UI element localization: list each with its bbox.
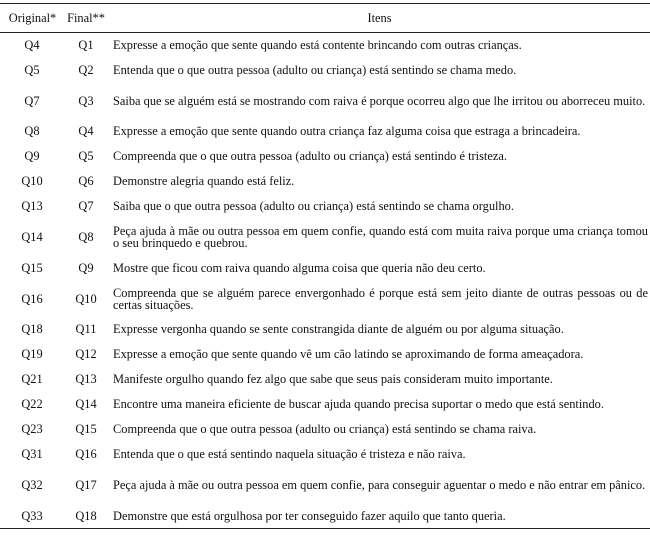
table-row bbox=[0, 342, 650, 367]
item-text: Mostre que ficou com raiva quando alguma coisa que queria não deu certo. bbox=[113, 261, 486, 275]
original-id: Q16 bbox=[21, 291, 43, 306]
original-id: Q5 bbox=[24, 63, 40, 77]
table-row bbox=[0, 442, 650, 467]
final-id: Q7 bbox=[78, 199, 94, 213]
original-id: Q10 bbox=[21, 174, 43, 188]
item-text: Entenda que o que outra pessoa (adulto ou criança) está sentindo se chama medo. bbox=[113, 63, 517, 77]
final-id: Q11 bbox=[75, 322, 97, 336]
final-id: Q10 bbox=[75, 291, 97, 306]
items-table bbox=[0, 3, 650, 529]
original-id: Q23 bbox=[21, 422, 43, 436]
table-row bbox=[0, 256, 650, 281]
header-final: Final** bbox=[63, 4, 109, 33]
final-id: Q9 bbox=[78, 261, 94, 275]
original-id: Q14 bbox=[21, 230, 43, 244]
original-id: Q22 bbox=[21, 397, 43, 411]
original-id: Q21 bbox=[21, 372, 43, 386]
table-row bbox=[0, 194, 650, 219]
header-row bbox=[0, 4, 650, 33]
item-text: Expresse a emoção que sente quando outra criança faz alguma coisa que estraga a brincadeira. bbox=[113, 124, 581, 138]
final-id: Q2 bbox=[78, 63, 94, 77]
table-row bbox=[0, 169, 650, 194]
final-id: Q17 bbox=[75, 478, 97, 492]
original-id: Q7 bbox=[24, 93, 40, 108]
final-id: Q1 bbox=[78, 38, 94, 53]
final-id: Q6 bbox=[78, 174, 94, 188]
table-row bbox=[0, 281, 650, 317]
header-original: Original* bbox=[0, 4, 63, 33]
table-row bbox=[0, 144, 650, 169]
item-text: Peça ajuda à mãe ou outra pessoa em quem confie, para conseguir aguentar o medo e não entrar em pânico. bbox=[113, 478, 646, 492]
table-row bbox=[0, 504, 650, 529]
table-row bbox=[0, 392, 650, 417]
final-id: Q12 bbox=[75, 347, 97, 361]
table-row bbox=[0, 83, 650, 119]
item-text: Encontre uma maneira eficiente de buscar ajuda quando precisa suportar o medo que está sentindo. bbox=[113, 397, 604, 411]
final-id: Q16 bbox=[75, 447, 97, 461]
final-id: Q18 bbox=[63, 504, 109, 529]
item-text: Demonstre que está orgulhosa por ter conseguido fazer aquilo que tanto queria. bbox=[109, 504, 650, 529]
table-row bbox=[0, 119, 650, 144]
item-text: Saiba que se alguém está se mostrando com raiva é porque ocorreu algo que lhe irritou ou aborreceu muito. bbox=[113, 93, 646, 108]
item-text: Peça ajuda à mãe ou outra pessoa em quem confie, quando está com muita raiva porque uma criança tomou o seu brinquedo e quebrou. bbox=[113, 224, 648, 250]
original-id: Q13 bbox=[21, 199, 43, 213]
item-text: Manifeste orgulho quando fez algo que sabe que seus pais consideram muito importante. bbox=[113, 372, 553, 386]
table-row bbox=[0, 467, 650, 504]
original-id: Q18 bbox=[21, 322, 43, 336]
final-id: Q14 bbox=[75, 397, 97, 411]
original-id: Q31 bbox=[21, 447, 43, 461]
final-id: Q4 bbox=[78, 124, 94, 138]
item-text: Demonstre alegria quando está feliz. bbox=[113, 174, 295, 188]
original-id: Q8 bbox=[24, 124, 40, 138]
original-id: Q9 bbox=[24, 149, 40, 163]
table-body bbox=[0, 33, 650, 529]
final-id: Q8 bbox=[78, 230, 94, 244]
table-row bbox=[0, 58, 650, 83]
item-text: Entenda que o que está sentindo naquela situação é tristeza e não raiva. bbox=[113, 447, 466, 461]
item-text: Compreenda que o que outra pessoa (adulto ou criança) está sentindo é tristeza. bbox=[113, 149, 507, 163]
header-items: Itens bbox=[109, 4, 650, 33]
original-id: Q4 bbox=[24, 38, 40, 53]
original-id: Q32 bbox=[21, 478, 43, 492]
final-id: Q15 bbox=[75, 422, 97, 436]
item-text: Compreenda que o que outra pessoa (adulto ou criança) está sentindo se chama raiva. bbox=[113, 422, 537, 436]
table-header bbox=[0, 4, 650, 33]
original-id: Q15 bbox=[21, 261, 43, 275]
item-text: Saiba que o que outra pessoa (adulto ou criança) está sentindo se chama orgulho. bbox=[113, 199, 514, 213]
table-row bbox=[0, 417, 650, 442]
final-id: Q13 bbox=[75, 372, 97, 386]
table-row bbox=[0, 317, 650, 342]
table-row bbox=[0, 33, 650, 58]
item-text: Compreenda que se alguém parece envergonhado é porque está sem jeito diante de outras pessoas ou de certas situações. bbox=[113, 285, 648, 312]
final-id: Q3 bbox=[78, 93, 94, 108]
table-row bbox=[0, 219, 650, 256]
final-id: Q5 bbox=[78, 149, 94, 163]
item-text: Expresse a emoção que sente quando vê um cão latindo se aproximando de forma ameaçadora. bbox=[113, 347, 584, 361]
item-text: Expresse a emoção que sente quando está contente brincando com outras crianças. bbox=[113, 38, 522, 53]
table-row bbox=[0, 367, 650, 392]
original-id: Q19 bbox=[21, 347, 43, 361]
original-id: Q33 bbox=[0, 504, 63, 529]
item-text: Expresse vergonha quando se sente constrangida diante de alguém ou por alguma situação. bbox=[113, 322, 564, 336]
